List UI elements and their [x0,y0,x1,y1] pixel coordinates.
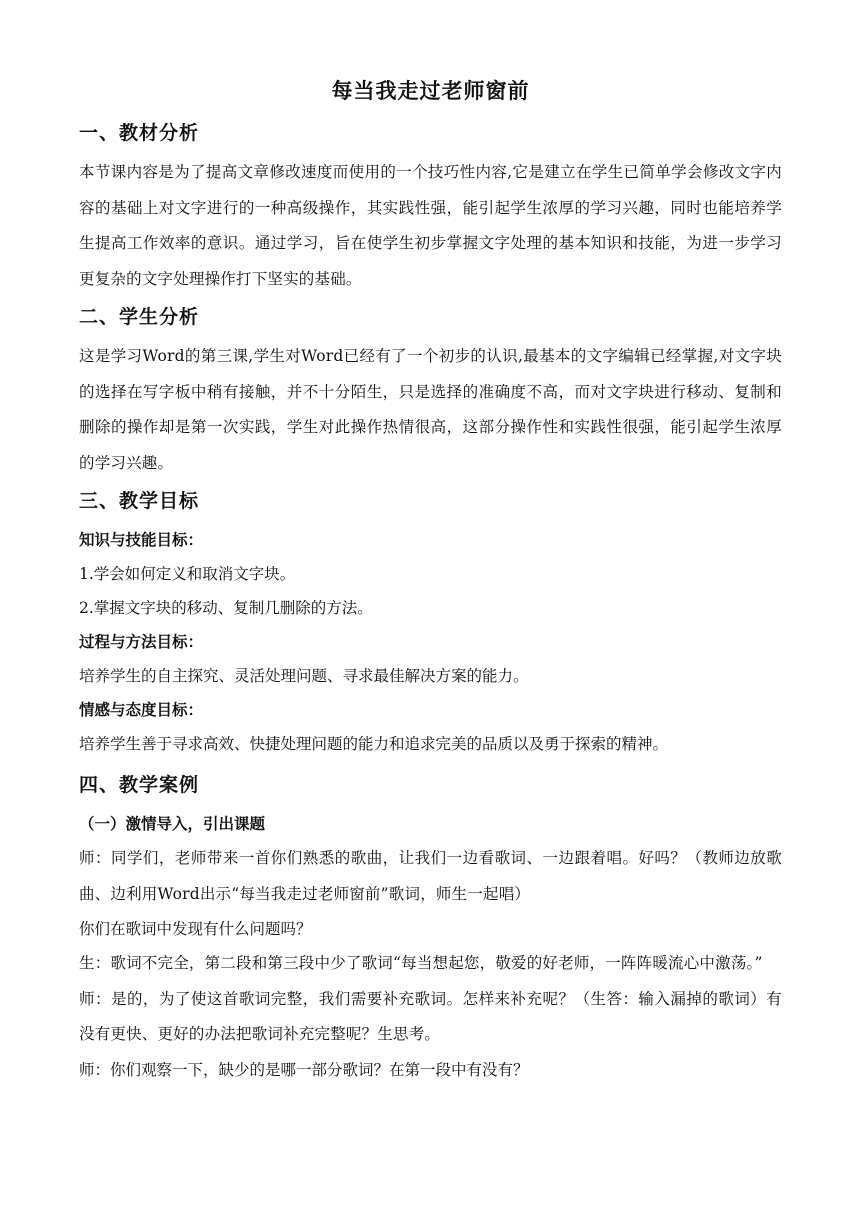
case-paragraph-2: 你们在歌词中发现有什么问题吗？ [79,920,312,938]
section-heading-teaching-goals: 三、教学目标 [79,490,200,512]
case-subheading-intro: （一）激情导入，引出课题 [79,815,266,833]
section-heading-textbook-analysis: 一、教材分析 [79,122,200,144]
textbook-analysis-paragraph: 本节课内容是为了提高文章修改速度而使用的一个技巧性内容,它是建立在学生已简单学会修改文字内容的基础上对文字进行的一种高级操作，其实践性强，能引起学生浓厚的学习兴趣，同时也能培养学生提高工作效率的意识。通过学习，旨在使学生初步掌握文字处理的基本知识和技能，为进一步学习更复杂的文字处理操作打下坚实的基础。 [79,163,782,288]
case-paragraph-3: 生：歌词不完全，第二段和第三段中少了歌词“每当想起您，敬爱的好老师，一阵阵暖流心中激荡。” [79,954,763,972]
case-paragraph-4: 师：是的，为了使这首歌词完整，我们需要补充歌词。怎样来补充呢？（生答：输入漏掉的歌词）有没有更快、更好的办法把歌词补充完整呢？生思考。 [79,989,782,1043]
knowledge-goal-item-1: 1.学会如何定义和取消文字块。 [79,565,296,583]
case-paragraph-1: 师：同学们，老师带来一首你们熟悉的歌曲，让我们一边看歌词、一边跟着唱。好吗？（教师边放歌曲、边利用Word出示“每当我走过老师窗前”歌词，师生一起唱） [79,849,782,903]
emotion-attitude-goal-label: 情感与态度目标： [79,701,204,719]
knowledge-skill-goal-label: 知识与技能目标： [79,531,204,549]
document-title: 每当我走过老师窗前 [331,79,530,103]
section-heading-teaching-case: 四、教学案例 [79,774,200,796]
section-heading-student-analysis: 二、学生分析 [79,306,200,328]
emotion-attitude-goal-text: 培养学生善于寻求高效、快捷处理问题的能力和追求完美的品质以及勇于探索的精神。 [79,735,669,753]
knowledge-goal-item-2: 2.掌握文字块的移动、复制几删除的方法。 [79,599,373,617]
case-paragraph-5: 师：你们观察一下，缺少的是哪一部分歌词？在第一段中有没有？ [79,1060,529,1079]
student-analysis-paragraph: 这是学习Word的第三课,学生对Word已经有了一个初步的认识,最基本的文字编辑已经掌握,对文字块的选择在写字板中稍有接触，并不十分陌生，只是选择的准确度不高，而对文字块进行移动、复制和删除的操作却是第一次实践，学生对此操作热情很高，这部分操作性和实践性很强，能引起学生浓厚的学习兴趣。 [79,347,782,472]
process-method-goal-label: 过程与方法目标： [79,633,204,651]
process-method-goal-text: 培养学生的自主探究、灵活处理问题、寻求最佳解决方案的能力。 [79,667,529,685]
